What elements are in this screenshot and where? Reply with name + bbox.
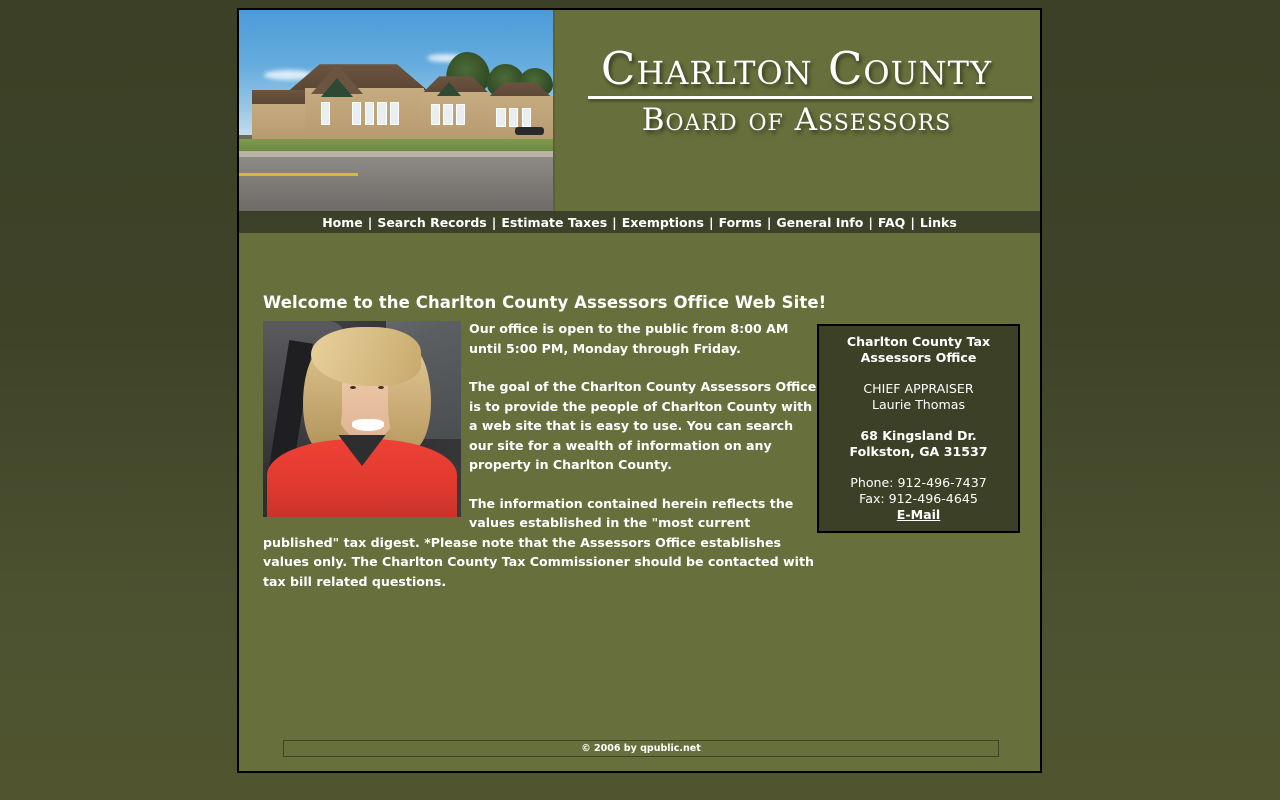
site-header	[239, 10, 1040, 211]
nav-item-forms[interactable]: Forms	[718, 215, 762, 230]
photo-window	[390, 102, 399, 124]
photo-road-line	[239, 173, 358, 176]
nav-separator: |	[708, 215, 714, 230]
paragraph-disclaimer: The information contained herein reflects the values established in the "most current published" tax digest. *Please note that the Assessors Office establishes values only. The Charlton County Tax Commissioner should be contacted with tax bill related questions.	[263, 495, 814, 589]
site-subtitle: Board of Assessors	[641, 102, 952, 138]
photo-gable-inset	[321, 78, 353, 97]
nav-separator: |	[491, 215, 497, 230]
intro-text-block	[263, 319, 819, 591]
info-box-title-line2: Assessors Office	[860, 350, 977, 365]
photo-window	[522, 108, 531, 126]
photo-car	[515, 127, 543, 135]
fax-number: Fax: 912-496-4645	[859, 491, 978, 506]
info-box-role	[819, 381, 1018, 413]
nav-separator: |	[910, 215, 915, 230]
nav-separator: |	[868, 215, 873, 230]
portrait-smile	[352, 419, 384, 431]
nav-item-estimate-taxes[interactable]: Estimate Taxes	[501, 215, 608, 230]
footer-copyright-bar	[283, 740, 999, 757]
info-box-address	[819, 428, 1018, 460]
title-divider	[588, 96, 1032, 99]
address-line-2: Folkston, GA 31537	[849, 444, 988, 459]
nav-item-exemptions[interactable]: Exemptions	[621, 215, 704, 230]
address-line-1: 68 Kingsland Dr.	[860, 428, 977, 443]
main-content	[239, 233, 1040, 739]
main-navigation	[239, 211, 1040, 233]
email-link[interactable]: E-Mail	[896, 507, 941, 522]
portrait-eye	[350, 386, 356, 389]
nav-separator: |	[766, 215, 772, 230]
photo-window	[431, 104, 440, 124]
photo-window	[377, 102, 386, 124]
nav-separator: |	[612, 215, 617, 230]
photo-road	[239, 157, 553, 211]
nav-separator: |	[367, 215, 373, 230]
photo-window	[496, 108, 505, 126]
chief-appraiser-label: CHIEF APPRAISER	[863, 381, 974, 396]
photo-window	[365, 102, 374, 124]
page-title: Welcome to the Charlton County Assessors Office Web Site!	[263, 293, 827, 312]
portrait-eye	[378, 386, 384, 389]
courthouse-photo	[239, 10, 555, 211]
contact-info-box	[817, 324, 1020, 533]
photo-gable-inset	[437, 82, 461, 96]
paragraph-goal: The goal of the Charlton County Assessors Office is to provide the people of Charlton County with a web site that is easy to use. You can search our site for a wealth of information on any property in Charlton County.	[469, 379, 817, 472]
nav-item-links[interactable]: Links	[919, 215, 957, 230]
chief-appraiser-name: Laurie Thomas	[871, 397, 966, 412]
page-container	[237, 8, 1042, 773]
photo-window	[352, 102, 361, 124]
photo-window	[509, 108, 518, 126]
copyright-text: © 2006 by qpublic.net	[581, 743, 701, 754]
info-box-contact	[819, 475, 1018, 523]
photo-grass	[239, 139, 553, 151]
paragraph-office-hours: Our office is open to the public from 8:00 AM until 5:00 PM, Monday through Friday.	[469, 321, 789, 356]
photo-window	[321, 102, 330, 124]
appraiser-portrait	[263, 321, 461, 517]
header-title-area	[557, 10, 1040, 211]
nav-item-search-records[interactable]: Search Records	[377, 215, 487, 230]
site-title: Charlton County	[600, 42, 993, 95]
nav-item-general-info[interactable]: General Info	[776, 215, 864, 230]
nav-item-home[interactable]: Home	[322, 215, 363, 230]
photo-window	[443, 104, 452, 124]
nav-item-faq[interactable]: FAQ	[877, 215, 906, 230]
phone-number: Phone: 912-496-7437	[850, 475, 987, 490]
info-box-title-line1: Charlton County Tax	[846, 334, 991, 349]
photo-window	[456, 104, 465, 124]
